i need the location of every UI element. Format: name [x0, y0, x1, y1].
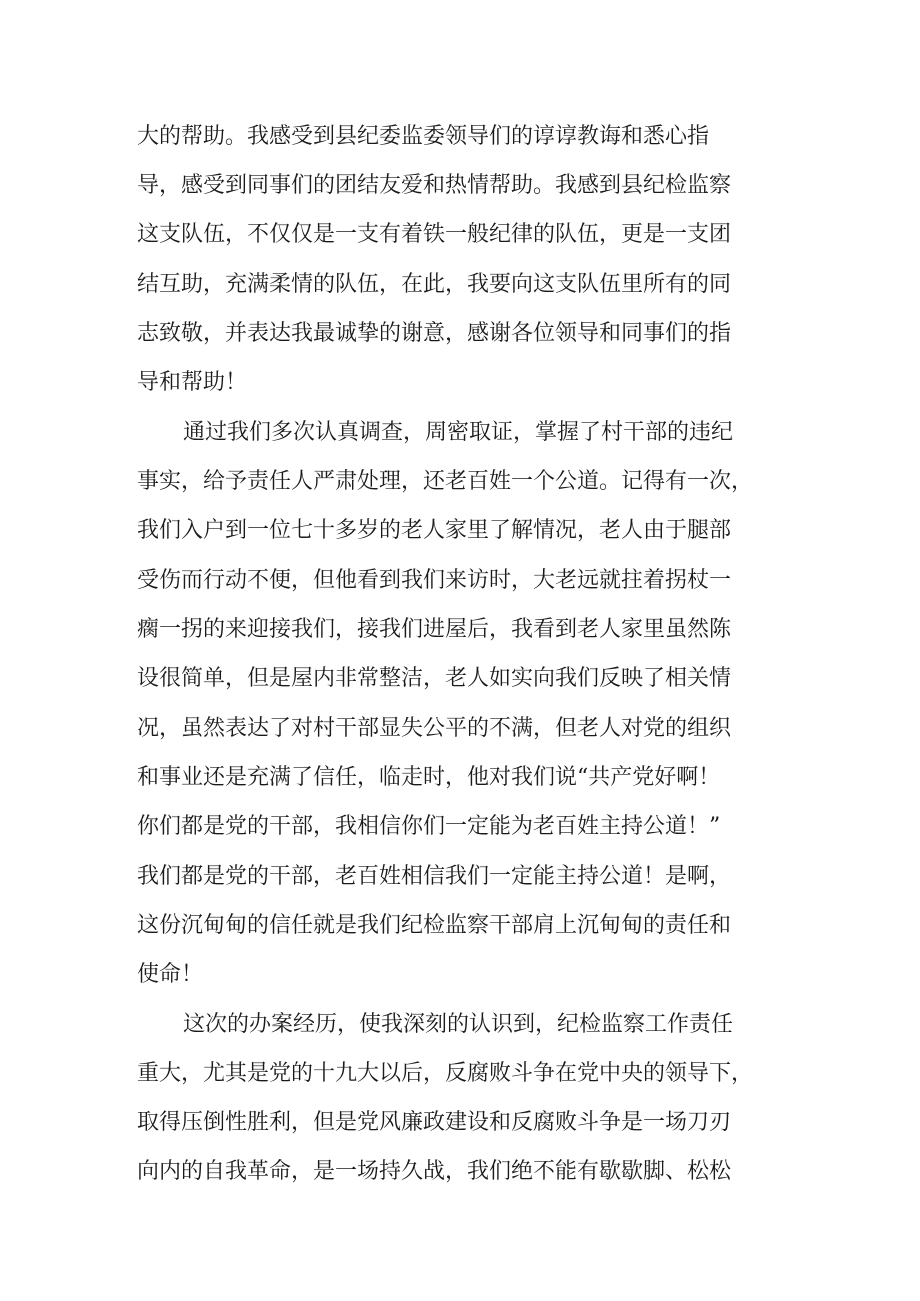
text-line: 这份沉甸甸的信任就是我们纪检监察干部肩上沉甸甸的责任和 — [137, 913, 732, 938]
text-line: 通过我们多次认真调查，周密取证，掌握了村干部的违纪 — [183, 420, 734, 445]
text-line: 导和帮助！ — [137, 370, 248, 395]
text-line: 我们都是党的干部，老百姓相信我们一定能主持公道！是啊， — [137, 864, 732, 889]
text-line: 设很简单，但是屋内非常整洁，老人如实向我们反映了相关情 — [137, 666, 732, 691]
text-line: 结互助，充满柔情的队伍，在此，我要向这支队伍里所有的同 — [137, 272, 732, 297]
text-line: 使命！ — [137, 962, 204, 987]
text-line: 志致敬，并表达我最诚挚的谢意，感谢各位领导和同事们的指 — [137, 321, 732, 346]
text-line: 你们都是党的干部，我相信你们一定能为老百姓主持公道！” — [137, 814, 721, 839]
text-line: 重大，尤其是党的十九大以后，反腐败斗争在党中央的领导下， — [137, 1061, 754, 1086]
text-line: 事实，给予责任人严肃处理，还老百姓一个公道。记得有一次， — [137, 469, 754, 494]
text-line: 我们入户到一位七十多岁的老人家里了解情况，老人由于腿部 — [137, 518, 732, 543]
text-line: 取得压倒性胜利，但是党风廉政建设和反腐败斗争是一场刀刃 — [137, 1110, 732, 1135]
text-line: 瘸一拐的来迎接我们，接我们进屋后，我看到老人家里虽然陈 — [137, 617, 732, 642]
text-line: 况，虽然表达了对村干部显失公平的不满，但老人对党的组织 — [137, 716, 732, 741]
text-line: 受伤而行动不便，但他看到我们来访时，大老远就拄着拐杖一 — [137, 568, 732, 593]
text-line: 这支队伍，不仅仅是一支有着铁一般纪律的队伍，更是一支团 — [137, 222, 732, 247]
text-line: 和事业还是充满了信任，临走时，他对我们说“共产党好啊！ — [137, 765, 721, 790]
text-line: 大的帮助。我感受到县纪委监委领导们的谆谆教诲和悉心指 — [137, 124, 710, 149]
text-line: 这次的办案经历，使我深刻的认识到，纪检监察工作责任 — [183, 1012, 734, 1037]
text-line: 向内的自我革命，是一场持久战，我们绝不能有歇歇脚、松松 — [137, 1159, 732, 1184]
text-line: 导，感受到同事们的团结友爱和热情帮助。我感到县纪检监察 — [137, 173, 732, 198]
